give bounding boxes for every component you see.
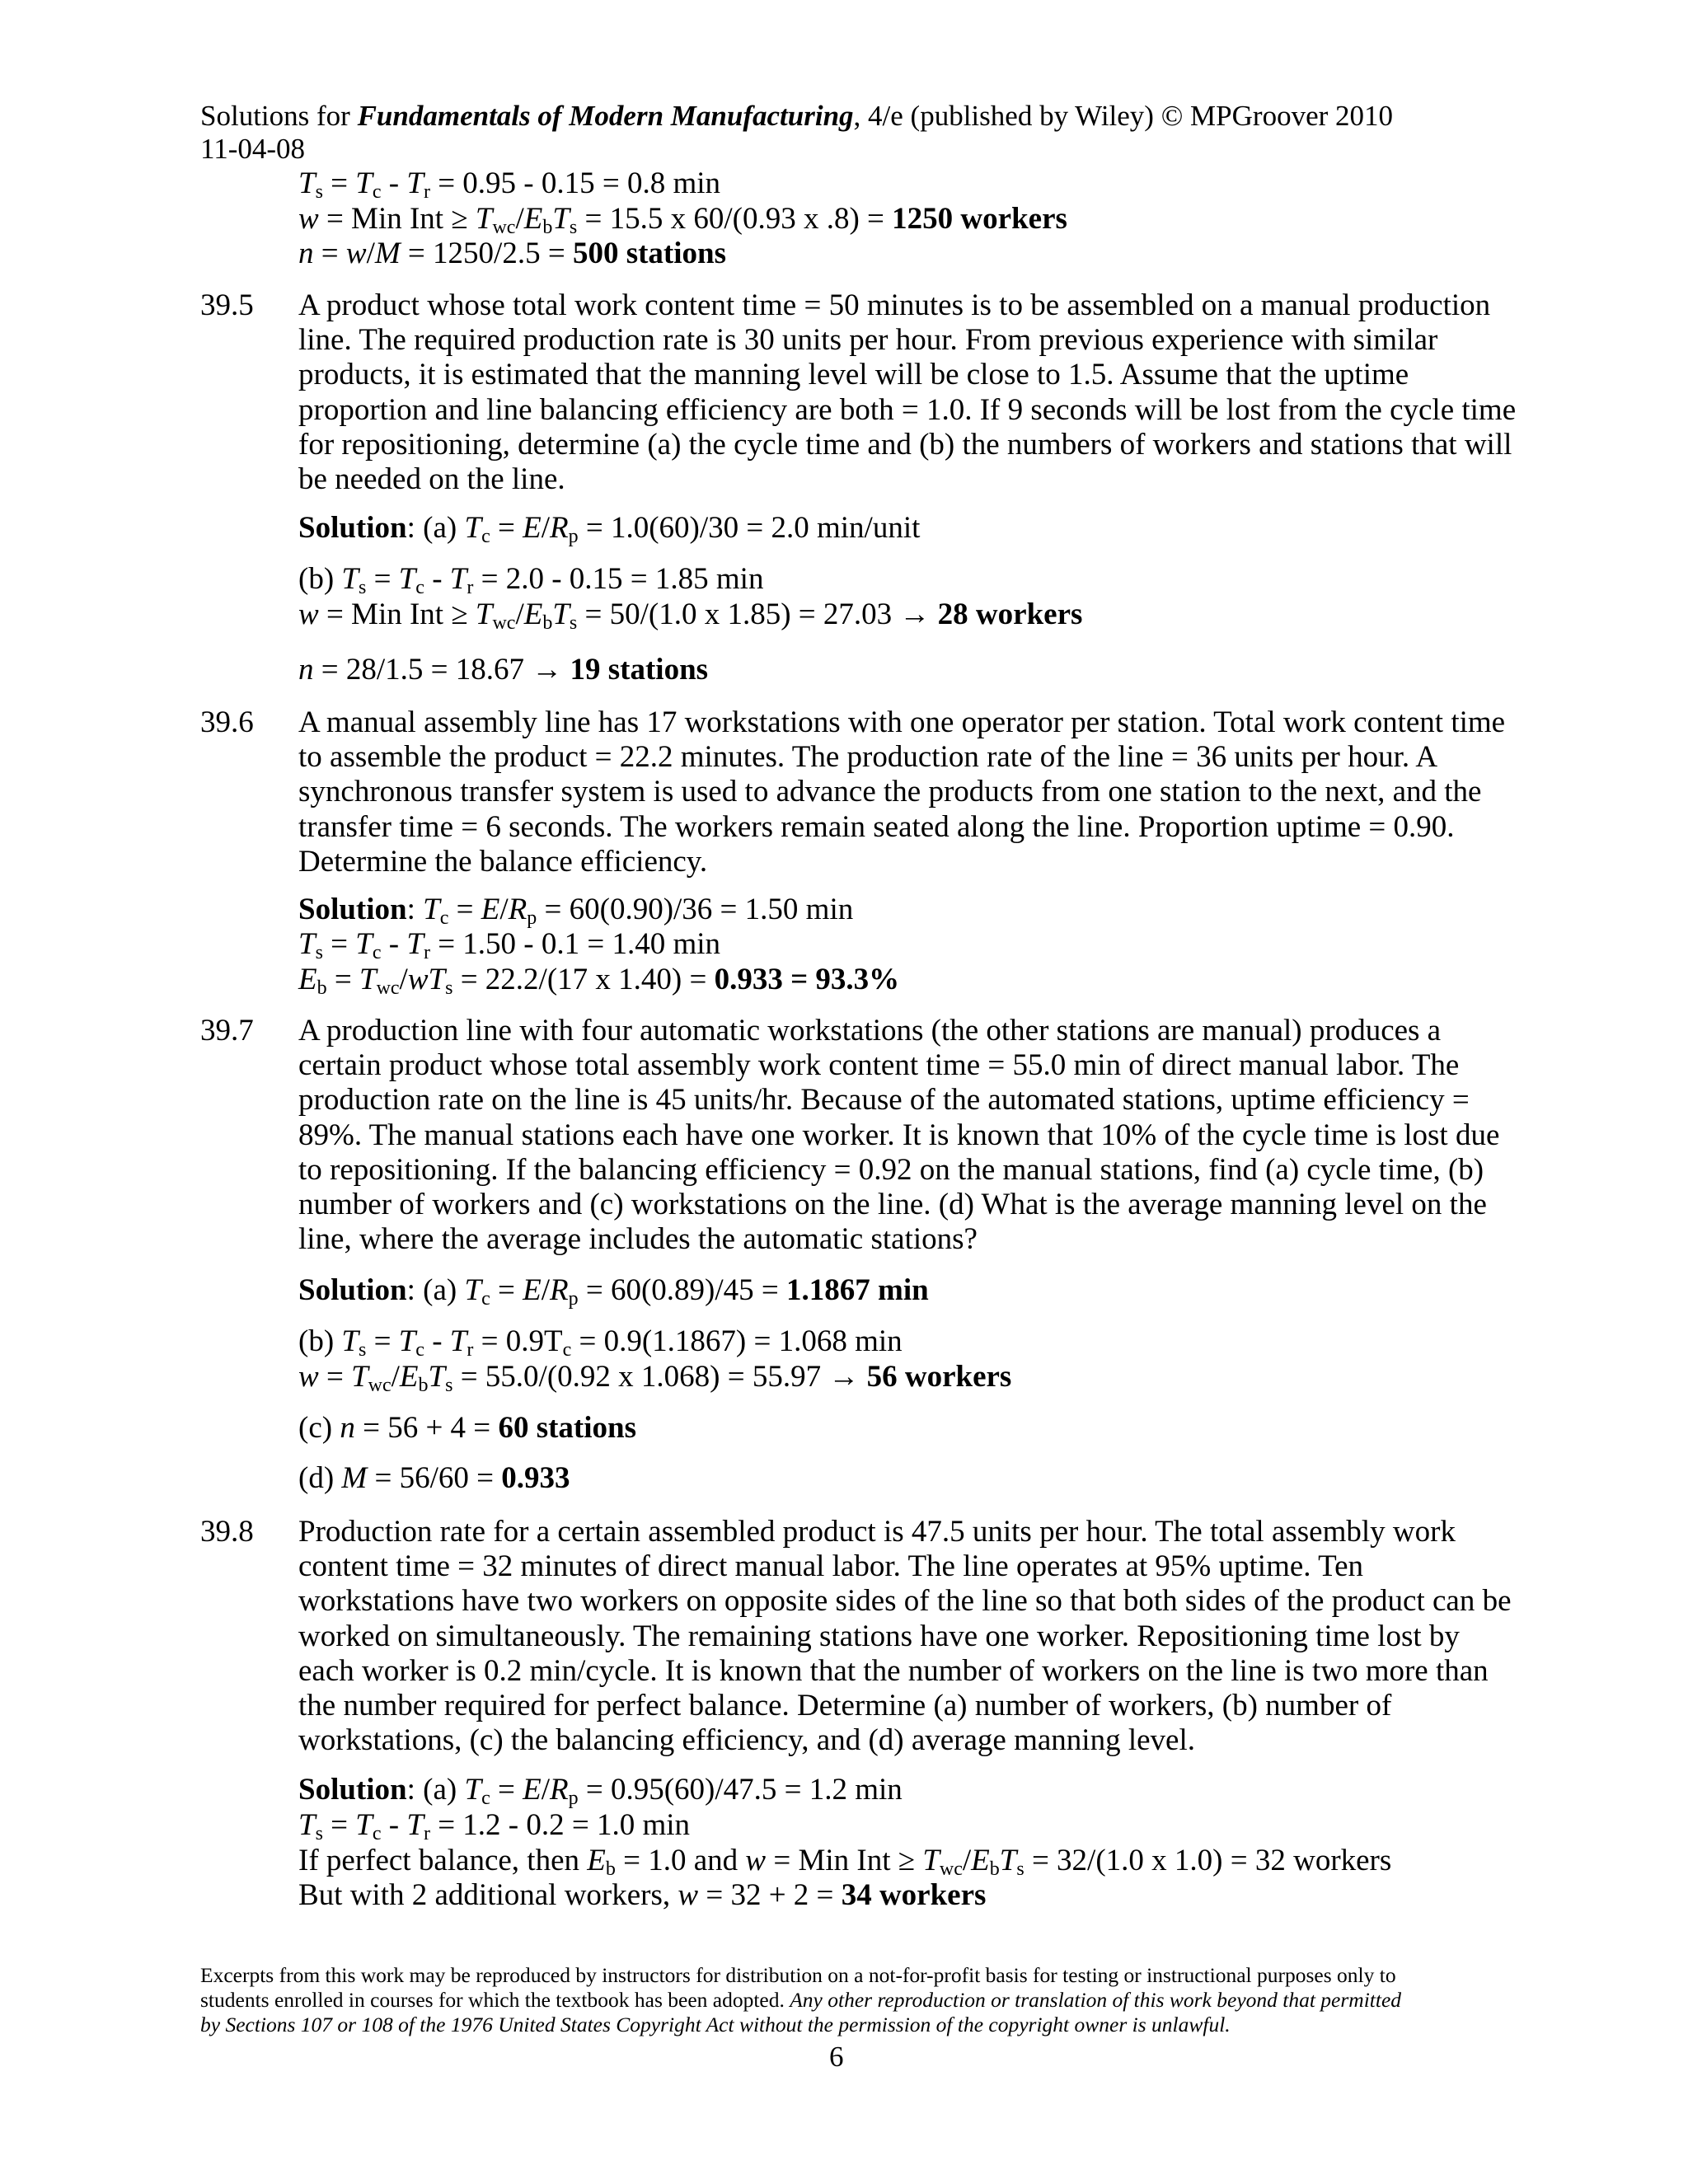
solution-39-7-b2: $w = T_{wc}/E_bT_s = 55.0/(0.92$ x 1.068) = 55.97 → 56 workers [298, 1360, 1012, 1396]
solution-39-7-d: (d) M = 56/60 = 0.933 [298, 1461, 570, 1495]
page-number: 6 [829, 2041, 844, 2073]
solution-39-5-b1: (b) $T_s = T_c - T_r = 2.0 - 0.15 = 1.85$ min [298, 562, 764, 598]
solution-39-8-3: If perfect balance, then $E_b = 1.0$ and w = Min Int ≥ $T_{wc}/E_bT_s = 32/(1.0$ x 1.0) = 32 workers [298, 1844, 1392, 1880]
solution-39-6-2: $T_s = T_c - T_r = 1.50 - 0.1 = 1.40$ min [298, 927, 721, 963]
solution-39-7-c: (c) n = 56 + 4 = 60 stations [298, 1411, 636, 1445]
cont-line-1: $T_s = T_c - T_r = 0.95 - 0.15 = 0.8$ min [298, 166, 721, 203]
header-suffix: , 4/e (published by Wiley) © MPGroover 2010 [853, 100, 1394, 132]
solution-39-7-b1: (b) $T_s = T_c - T_r = 0.9T_c = 0.9(1.1867) = 1.068$ min [298, 1324, 903, 1361]
problem-39-7-text: A production line with four automatic workstations (the other stations are manual) produces a certain product whose total assembly work content time = 55.0 min of direct manual labor. The production rate on the line is 45 units/hr. Because of the automated stations, uptime efficiency = 89%. The manual stations each have one worker. It is known that 10% of the cycle time is lost due to repositioning. If the balancing efficiency = 0.92 on the manual stations, find (a) cycle time, (b) number of workers and (c) workstations on the line. (d) What is the average manning level on the line, where the average includes the automatic stations? [298, 1014, 1500, 1257]
problem-number-39-6: 39.6 [200, 705, 254, 739]
footer-line-3: by Sections 107 or 108 of the 1976 United States Copyright Act without the permission of the copyright owner is unlawful. [200, 2013, 1231, 2036]
header-prefix: Solutions for [200, 100, 358, 132]
cont-line-3: n = w/M = 1250/2.5 = 500 stations [298, 237, 726, 270]
problem-number-39-7: 39.7 [200, 1014, 254, 1047]
solution-39-8-2: $T_s = T_c - T_r = 1.2 - 0.2 = 1.0$ min [298, 1808, 691, 1844]
solution-39-8-1: Solution: (a) $T_c = E/R_p = 0.95(60)/47.5 = 1.2$ min [298, 1773, 903, 1809]
problem-39-6-text: A manual assembly line has 17 workstations with one operator per station. Total work content time to assemble the product = 22.2 minutes. The production rate of the line = 36 units per hour. A synchronous transfer system is used to advance the products from one station to the next, and the transfer time = 6 seconds. The workers remain seated along the line. Proportion uptime = 0.90. Determine the balance efficiency. [298, 705, 1506, 879]
solution-39-6-3: $E_b = T_{wc}/wT_s = 22.2/(17$ x 1.40) = 0.933 = 93.3% [298, 963, 900, 999]
problem-number-39-5: 39.5 [200, 288, 254, 322]
problem-39-8-text: Production rate for a certain assembled product is 47.5 units per hour. The total assembly work content time = 32 minutes of direct manual labor. The line operates at 95% uptime. Ten workstations have two workers on opposite sides of the line so that both sides of the product can be worked on simultaneously. The remaining stations have one worker. Repositioning time lost by each worker is 0.2 min/cycle. It is known that the number of workers on the line is two more than the number required for perfect balance. Determine (a) number of workers, (b) number of workstations, (c) the balancing efficiency, and (d) average manning level. [298, 1515, 1512, 1758]
running-header [200, 99, 1393, 134]
footer-line-2: students enrolled in courses for which the textbook has been adopted. Any other reproduction or translation of this work beyond that permitted [200, 1988, 1402, 2012]
solution-39-5-b2: w = Min Int ≥ $T_{wc}/E_bT_s = 50/(1.0$ x 1.85) = 27.03 → 28 workers [298, 598, 1083, 634]
solution-39-7-a: Solution: (a) $T_c = E/R_p = 60(0.89)/45 = 1.1867$ min [298, 1273, 929, 1310]
solution-39-6-1: Solution: $T_c = E/R_p = 60(0.90)/36 = 1.50$ min [298, 893, 854, 929]
header-date: 11-04-08 [200, 133, 306, 165]
footer-line-1: Excerpts from this work may be reproduced by instructors for distribution on a not-for-profit basis for testing or instructional purposes only to [200, 1963, 1396, 1987]
problem-number-39-8: 39.8 [200, 1515, 254, 1549]
problem-39-5-text: A product whose total work content time = 50 minutes is to be assembled on a manual production line. The required production rate is 30 units per hour. From previous experience with similar products, it is estimated that the manning level will be close to 1.5. Assume that the uptime proportion and line balancing efficiency are both = 1.0. If 9 seconds will be lost from the cycle time for repositioning, determine (a) the cycle time and (b) the numbers of workers and stations that will be needed on the line. [298, 288, 1517, 497]
solution-39-8-4: But with 2 additional workers, w = 32 + 2 = 34 workers [298, 1878, 987, 1912]
solution-39-5-n: n = 28/1.5 = 18.67 → 19 stations [298, 653, 709, 687]
solution-39-5-a: Solution: (a) $T_c = E/R_p = 1.0(60)/30 = 2.0$ min/unit [298, 511, 921, 547]
book-title: Fundamentals of Modern Manufacturing [357, 100, 854, 132]
cont-line-2: w = Min Int ≥ $T_{wc}/E_bT_s = 15.5$ x 60/(0.93 x .8) = 1250 workers [298, 202, 1067, 238]
